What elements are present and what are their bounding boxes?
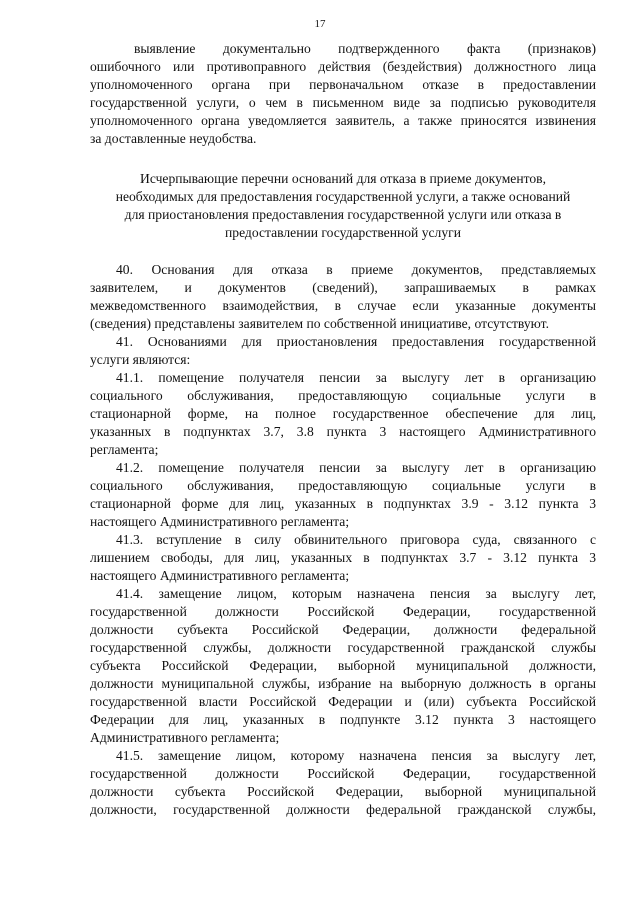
text-line: государственной должности Российской Федерации, государственной <box>90 604 596 619</box>
text-line: 41. Основаниями для приостановления предоставления государственной <box>116 334 596 349</box>
text-line: государственной услуги, о чем в письменном виде за подписью руководителя <box>90 95 596 110</box>
text-line: уполномоченного органа уведомляется заявитель, а также приносятся извинения <box>90 113 596 128</box>
text-line: стационарной форме для лиц, указанных в подпунктах 3.9 - 3.12 пункта 3 <box>90 496 596 511</box>
section-heading-line: Исчерпывающие перечни оснований для отказа в приеме документов, <box>140 171 546 186</box>
text-line: указанных в подпунктах 3.7, 3.8 пункта 3 настоящего Административного <box>90 424 596 439</box>
text-line: заявителем, и документов (сведений), запрашиваемых в рамках <box>90 280 596 295</box>
text-line: за доставленные неудобства. <box>90 131 257 146</box>
text-line: регламента; <box>90 442 159 457</box>
text-line: социального обслуживания, предоставляющую социальные услуги в <box>90 478 596 493</box>
text-line: Административного регламента; <box>90 730 280 745</box>
text-line: ошибочного или противоправного действия (бездействия) должностного лица <box>90 59 596 74</box>
text-line: государственной службы, должности государственной гражданской службы <box>90 640 596 655</box>
text-line: должности субъекта Российской Федерации, должности федеральной <box>90 622 596 637</box>
text-line: 41.4. замещение лицом, которым назначена пенсия за выслугу лет, <box>116 586 596 601</box>
text-line: настоящего Административного регламента; <box>90 514 350 529</box>
text-line: услуги являются: <box>90 352 191 367</box>
text-line: государственной власти Российской Федерации и (или) субъекта Российской <box>90 694 596 709</box>
text-line: настоящего Административного регламента; <box>90 568 350 583</box>
text-line: 40. Основания для отказа в приеме документов, представляемых <box>116 262 596 277</box>
text-line: межведомственного взаимодействия, в случае если указанные документы <box>90 298 596 313</box>
text-line: лишением свободы, для лиц, указанных в подпунктах 3.7 - 3.12 пункта 3 <box>90 550 596 565</box>
section-heading-line: для приостановления предоставления государственной услуги или отказа в <box>124 207 562 222</box>
text-line: должности муниципальной службы, избрание на выборную должность в органы <box>90 676 596 691</box>
text-line: стационарной форме, на полное государственное обеспечение для лиц, <box>90 406 596 421</box>
text-line: должности субъекта Российской Федерации, выборной муниципальной <box>90 784 596 799</box>
text-line: 41.2. помещение получателя пенсии за выслугу лет в организацию <box>116 460 596 475</box>
text-line: государственной должности Российской Федерации, государственной <box>90 766 596 781</box>
section-heading-line: предоставлении государственной услуги <box>225 225 461 240</box>
text-line: выявление документально подтвержденного факта (признаков) <box>134 41 596 56</box>
text-line: уполномоченного органа при первоначальном отказе в предоставлении <box>90 77 596 92</box>
text-line: 41.3. вступление в силу обвинительного приговора суда, связанного с <box>116 532 596 547</box>
page-number: 17 <box>314 18 326 30</box>
text-line: субъекта Российской Федерации, выборной муниципальной должности, <box>90 658 596 673</box>
text-line: 41.5. замещение лицом, которому назначена пенсия за выслугу лет, <box>116 748 596 763</box>
text-line: социального обслуживания, предоставляющую социальные услуги в <box>90 388 596 403</box>
text-line: Федерации для лиц, указанных в подпункте 3.12 пункта 3 настоящего <box>90 712 596 727</box>
text-line: 41.1. помещение получателя пенсии за выслугу лет в организацию <box>116 370 596 385</box>
section-heading-line: необходимых для предоставления государственной услуги, а также оснований <box>115 189 571 204</box>
text-line: должности, государственной должности федеральной гражданской службы, <box>90 802 596 817</box>
text-line: (сведения) представлены заявителем по собственной инициативе, отсутствуют. <box>90 316 549 331</box>
